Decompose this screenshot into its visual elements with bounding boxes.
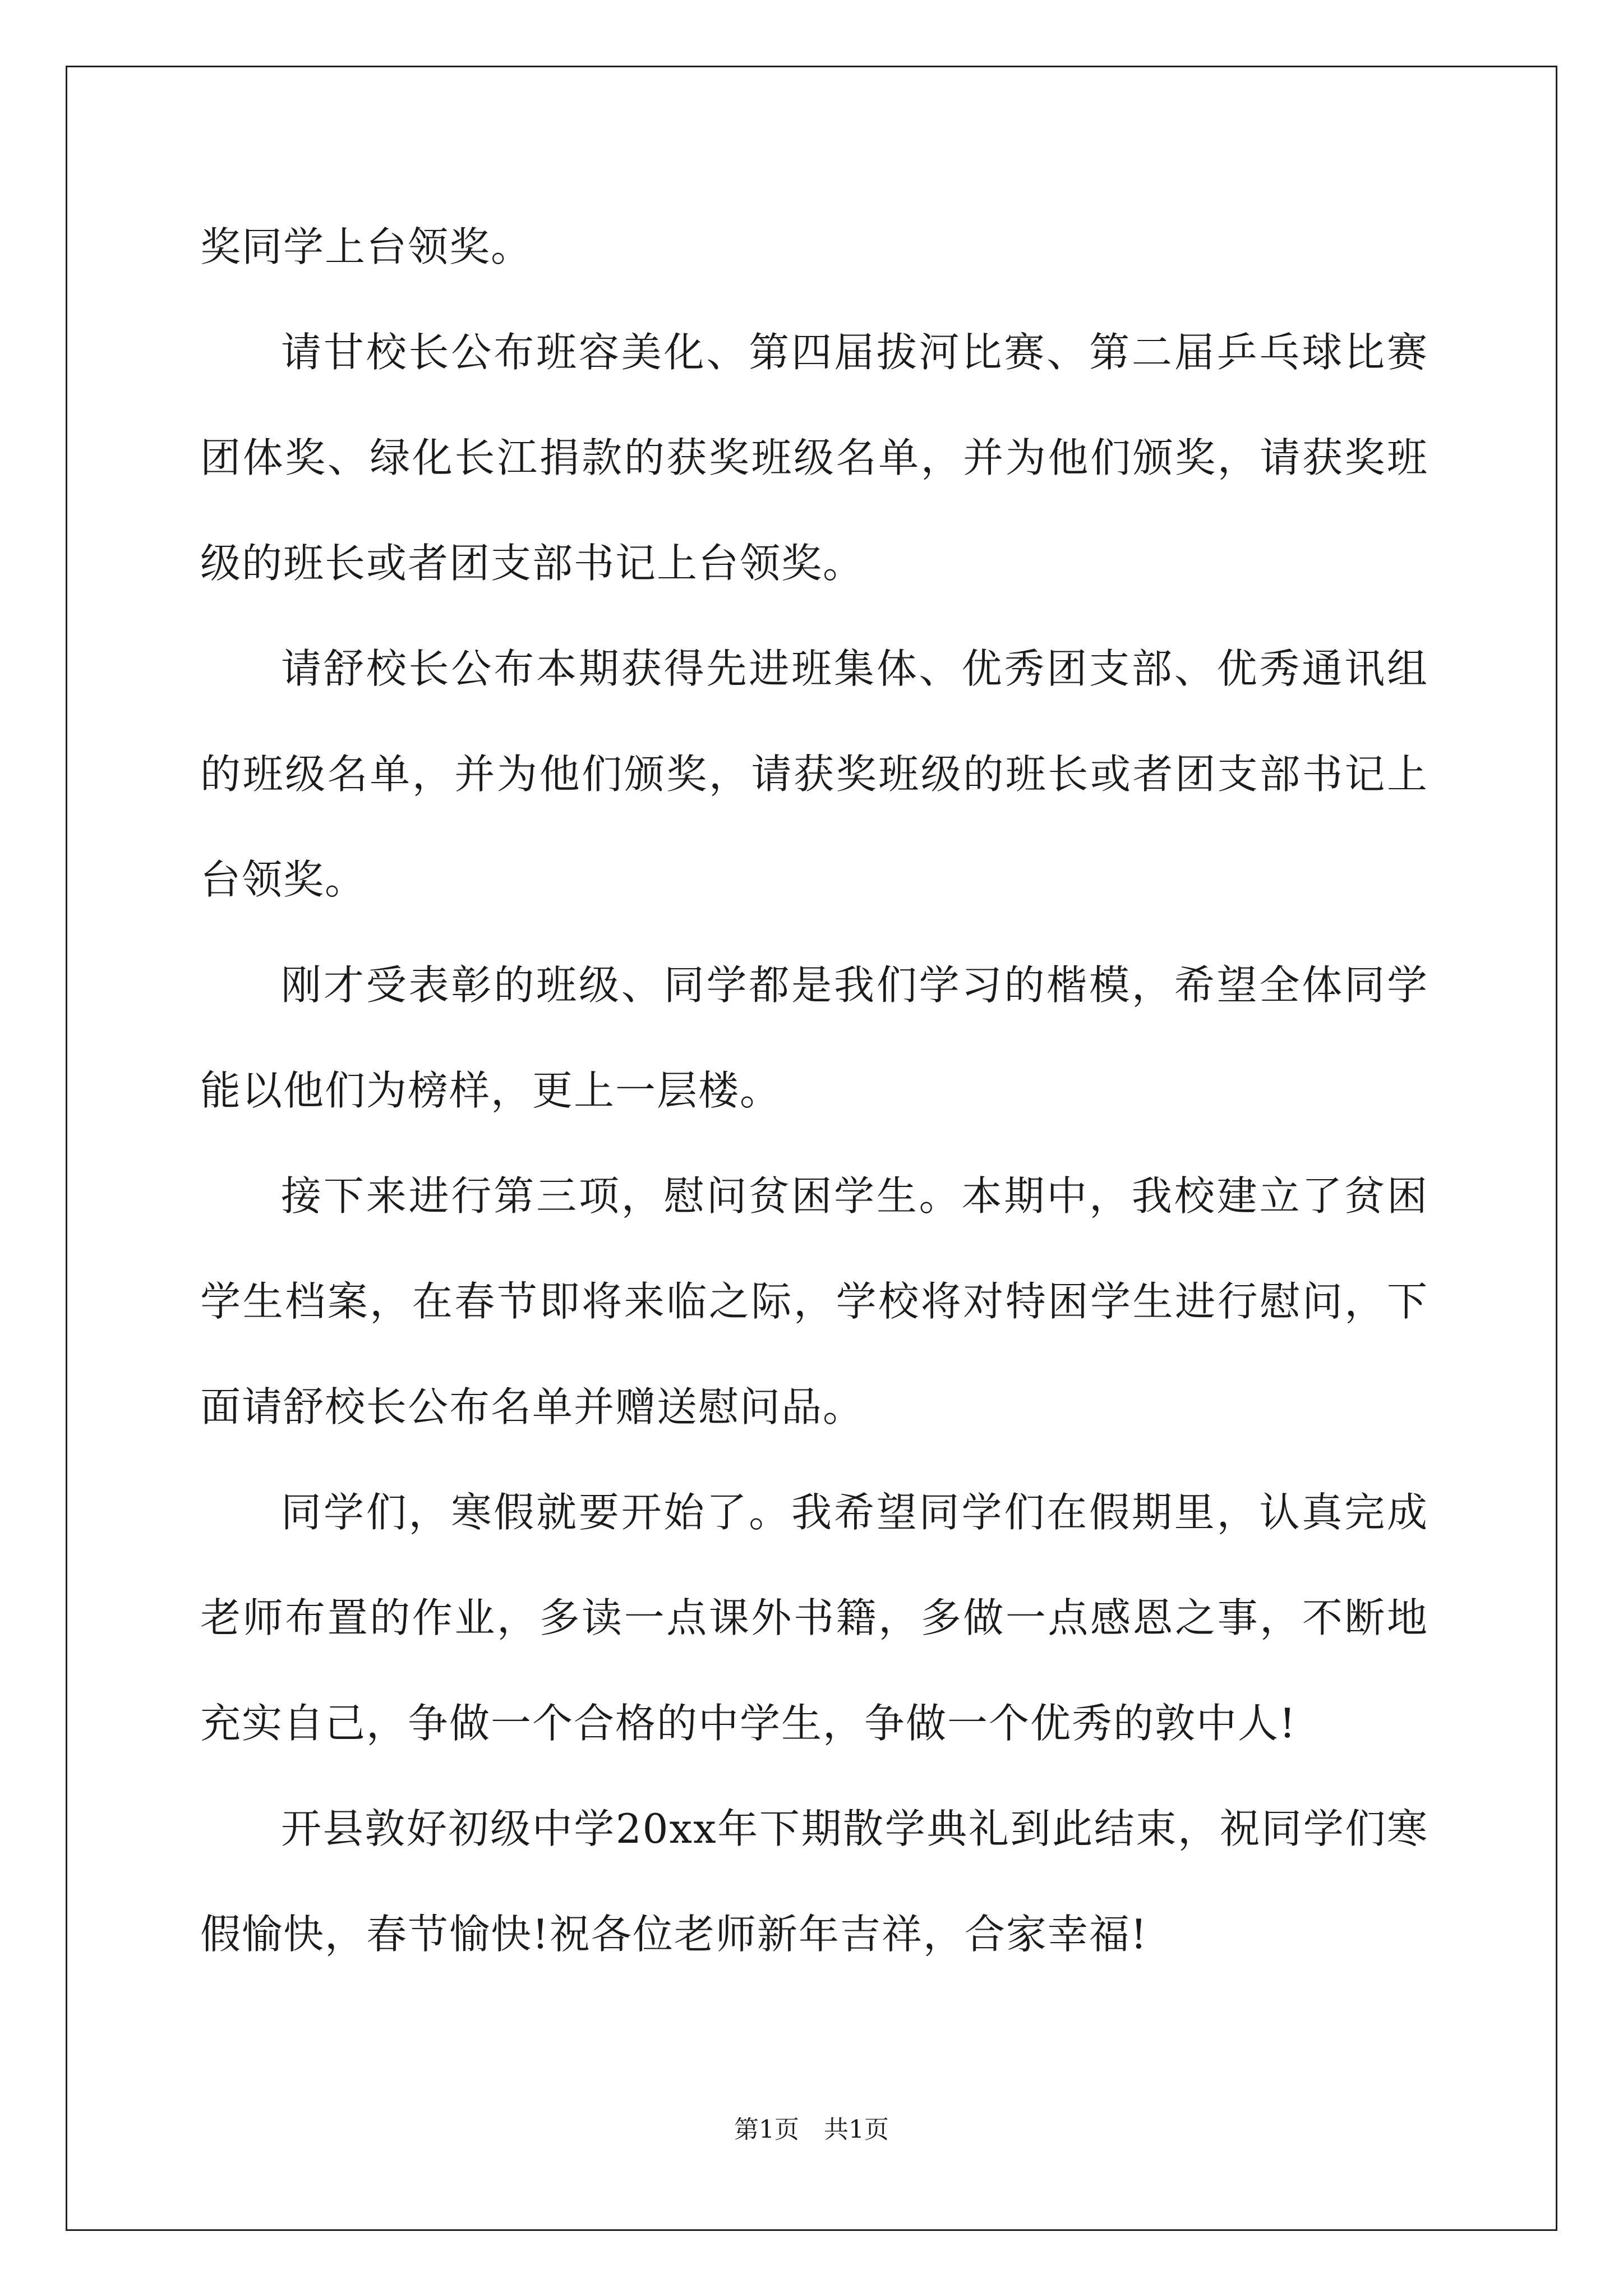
- paragraph-1: 奖同学上台领奖。: [200, 223, 533, 270]
- paragraph-7: 开县敦好初级中学20xx年下期散学典礼到此结束，祝同学们寒假愉快，春节愉快!祝各位老师新年吉祥，合家幸福!: [200, 1805, 1428, 1958]
- paragraph-6: 同学们，寒假就要开始了。我希望同学们在假期里，认真完成老师布置的作业，多读一点课外书籍，多做一点感恩之事，不断地充实自己，争做一个合格的中学生，争做一个优秀的敦中人!: [200, 1489, 1428, 1747]
- paragraph-2: 请甘校长公布班容美化、第四届拔河比赛、第二届乒乓球比赛团体奖、绿化长江捐款的获奖班级名单，并为他们颁奖，请获奖班级的班长或者团支部书记上台领奖。: [200, 329, 1428, 587]
- page-number-footer: 第1页 共1页: [734, 2115, 889, 2144]
- document-body: [200, 194, 1428, 1987]
- paragraph-4: 刚才受表彰的班级、同学都是我们学习的楷模，希望全体同学能以他们为榜样，更上一层楼。: [200, 961, 1428, 1114]
- paragraph-5: 接下来进行第三项，慰问贫困学生。本期中，我校建立了贫困学生档案，在春节即将来临之际，学校将对特困学生进行慰问，下面请舒校长公布名单并赠送慰问品。: [200, 1172, 1428, 1430]
- paragraph-3: 请舒校长公布本期获得先进班集体、优秀团支部、优秀通讯组的班级名单，并为他们颁奖，请获奖班级的班长或者团支部书记上台领奖。: [200, 645, 1428, 903]
